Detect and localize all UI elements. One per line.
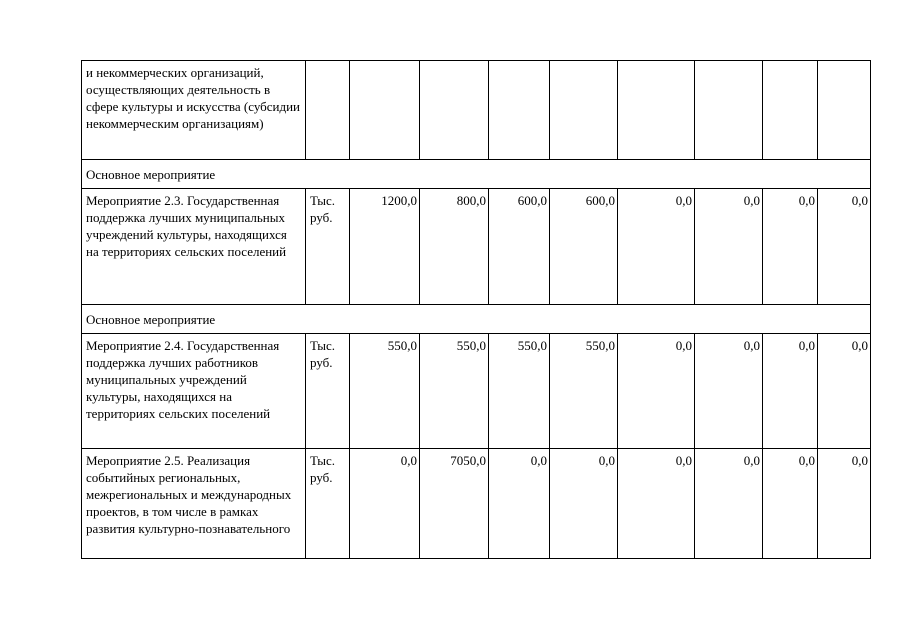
- value-cell: [763, 61, 818, 160]
- value-cell: [350, 61, 420, 160]
- value-cell: 0,0: [350, 449, 420, 559]
- unit-cell: Тыс. руб.: [306, 334, 350, 449]
- value-cell: 0,0: [818, 449, 871, 559]
- value-cell: [695, 61, 763, 160]
- value-cell: 1200,0: [350, 189, 420, 305]
- row-label: Мероприятие 2.4. Государственная поддержка лучших работников муниципальных учреждений культуры, находящихся на территориях сельских поселений: [82, 334, 306, 449]
- table-row: [82, 189, 871, 305]
- value-cell: 800,0: [420, 189, 489, 305]
- value-cell: [618, 61, 695, 160]
- unit-cell: Тыс. руб.: [306, 189, 350, 305]
- value-cell: 550,0: [420, 334, 489, 449]
- value-cell: 600,0: [550, 189, 618, 305]
- section-header-row: [82, 160, 871, 189]
- row-label: Мероприятие 2.3. Государственная поддержка лучших муниципальных учреждений культуры, находящихся на территориях сельских поселений: [82, 189, 306, 305]
- value-cell: 7050,0: [420, 449, 489, 559]
- value-cell: 0,0: [695, 334, 763, 449]
- table-row: [82, 61, 871, 160]
- value-cell: 0,0: [489, 449, 550, 559]
- value-cell: 0,0: [618, 189, 695, 305]
- value-cell: 550,0: [350, 334, 420, 449]
- value-cell: [550, 61, 618, 160]
- value-cell: 0,0: [695, 189, 763, 305]
- value-cell: 600,0: [489, 189, 550, 305]
- budget-table: [81, 60, 871, 559]
- value-cell: 550,0: [489, 334, 550, 449]
- value-cell: 0,0: [763, 334, 818, 449]
- table-row: [82, 449, 871, 559]
- value-cell: 0,0: [818, 334, 871, 449]
- value-cell: 0,0: [818, 189, 871, 305]
- value-cell: 0,0: [618, 449, 695, 559]
- section-header: Основное мероприятие: [82, 160, 871, 189]
- value-cell: [420, 61, 489, 160]
- unit-cell: [306, 61, 350, 160]
- value-cell: 0,0: [550, 449, 618, 559]
- value-cell: [818, 61, 871, 160]
- row-label: Мероприятие 2.5. Реализация событийных региональных, межрегиональных и международных проектов, в том числе в рамках развития культурно-познавательного: [82, 449, 306, 559]
- value-cell: 0,0: [618, 334, 695, 449]
- section-header-row: [82, 305, 871, 334]
- section-header: Основное мероприятие: [82, 305, 871, 334]
- value-cell: 0,0: [763, 189, 818, 305]
- table-row: [82, 334, 871, 449]
- value-cell: [489, 61, 550, 160]
- value-cell: 0,0: [763, 449, 818, 559]
- value-cell: 0,0: [695, 449, 763, 559]
- unit-cell: Тыс. руб.: [306, 449, 350, 559]
- row-label: и некоммерческих организаций, осуществляющих деятельность в сфере культуры и искусства (субсидии некоммерческим организациям): [82, 61, 306, 160]
- value-cell: 550,0: [550, 334, 618, 449]
